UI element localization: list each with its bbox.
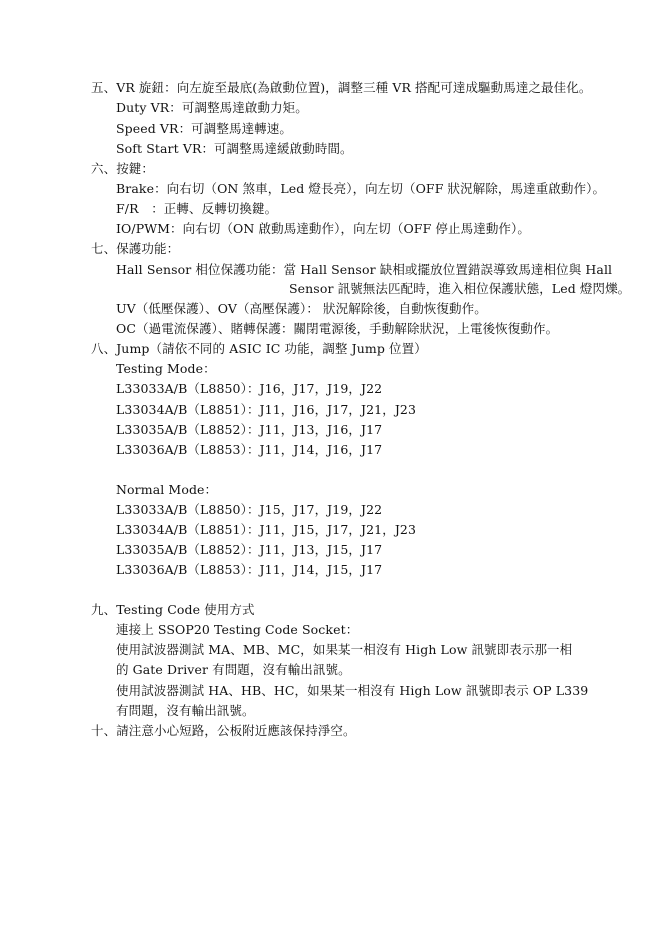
section-9-heading: 九、Testing Code 使用方式 — [91, 602, 255, 617]
section-5-line: Duty VR：可調整馬達啟動力矩。 — [116, 100, 308, 115]
section-6-line: IO/PWM：向右切（ON 啟動馬達動作），向左切（OFF 停止馬達動作）。 — [116, 221, 530, 236]
normal-mode-line: L33035A/B（L8852）：J11，J13，J15，J17 — [116, 542, 383, 557]
normal-mode-line: L33033A/B（L8850）：J15，J17，J19，J22 — [116, 502, 383, 517]
section-10-heading: 十、請注意小心短路，公板附近應該保持淨空。 — [91, 723, 356, 738]
section-7-line: Sensor 訊號無法匹配時，進入相位保護狀態，Led 燈閃爍。 — [289, 281, 631, 296]
normal-mode-line: L33036A/B（L8853）：J11，J14，J15，J17 — [116, 562, 383, 577]
section-5-heading: 五、VR 旋鈕：向左旋至最底(為啟動位置)，調整三種 VR 搭配可達成驅動馬達之最佳化。 — [91, 80, 592, 95]
section-7-line: Hall Sensor 相位保護功能：當 Hall Sensor 缺相或擺放位置錯誤導致馬達相位與 Hall — [116, 262, 613, 277]
section-6-heading: 六、按鍵： — [91, 161, 155, 176]
normal-mode-line: L33034A/B（L8851）：J11，J15，J17，J21，J23 — [116, 522, 417, 537]
section-9-line: 使用試波器測試 HA、HB、HC，如果某一相沒有 High Low 訊號即表示 OP L339 — [116, 683, 589, 698]
section-6-line: F/R ：正轉、反轉切換鍵。 — [116, 201, 278, 216]
testing-mode-line: L33036A/B（L8853）：J11，J14，J16，J17 — [116, 442, 383, 457]
section-9-line: 使用試波器測試 MA、MB、MC，如果某一相沒有 High Low 訊號即表示那一相 — [116, 642, 573, 657]
section-5-line: Soft Start VR：可調整馬達緩啟動時間。 — [116, 141, 353, 156]
section-7-heading: 七、保護功能： — [91, 241, 180, 256]
section-5-line: Speed VR：可調整馬達轉速。 — [116, 121, 292, 136]
section-9-line: 有問題，沒有輸出訊號。 — [116, 703, 255, 718]
normal-mode-title: Normal Mode： — [116, 482, 218, 497]
testing-mode-line: L33034A/B（L8851）：J11，J16，J17，J21，J23 — [116, 402, 417, 417]
section-9-line: 連接上 SSOP20 Testing Code Socket： — [116, 622, 359, 637]
testing-mode-line: L33035A/B（L8852）：J11，J13，J16，J17 — [116, 422, 383, 437]
section-7-line: UV（低壓保護）、OV（高壓保護）： 狀況解除後，自動恢復動作。 — [116, 301, 487, 316]
section-7-line: OC（過電流保護）、賭轉保護：關閉電源後，手動解除狀況，上電後恢復動作。 — [116, 321, 559, 336]
testing-mode-title: Testing Mode： — [116, 361, 216, 376]
section-9-line: 的 Gate Driver 有問題，沒有輸出訊號。 — [116, 662, 351, 677]
testing-mode-line: L33033A/B（L8850）：J16，J17，J19，J22 — [116, 381, 383, 396]
section-6-line: Brake：向右切（ON 煞車，Led 燈長亮），向左切（OFF 狀況解除，馬達重啟動作）。 — [116, 181, 606, 196]
section-8-heading: 八、Jump（請依不同的 ASIC IC 功能，調整 Jump 位置） — [91, 341, 427, 356]
